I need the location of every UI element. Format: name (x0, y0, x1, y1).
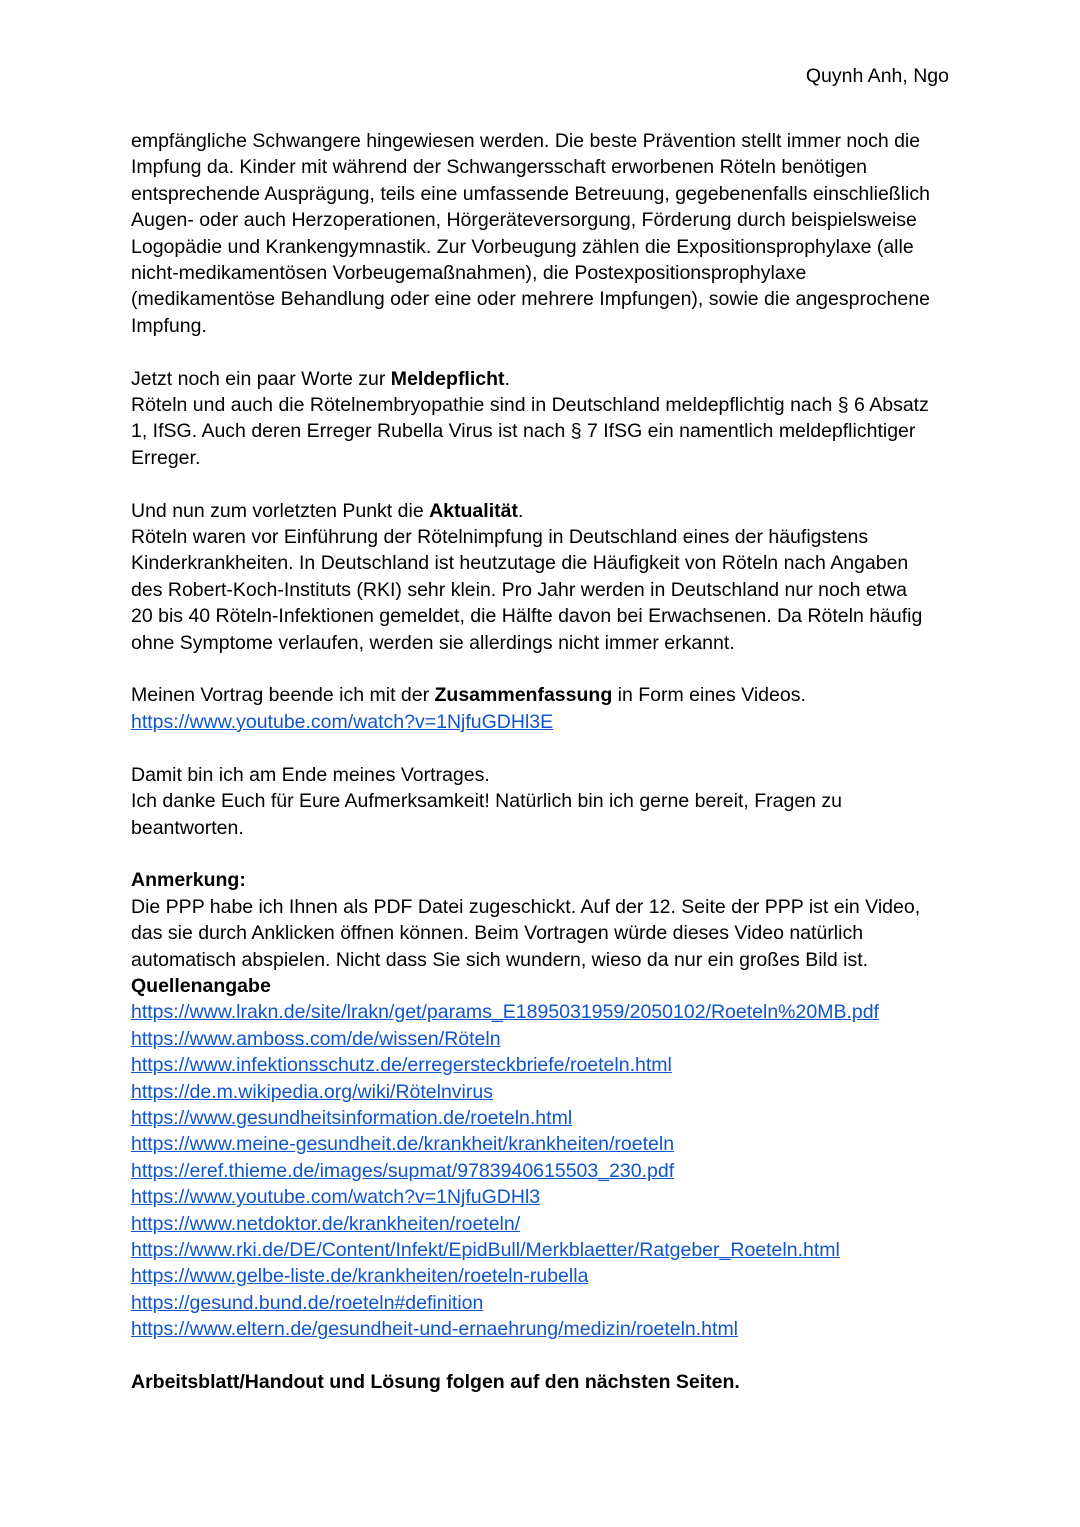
text-line: Logopädie und Krankengymnastik. Zur Vorbeugung zählen die Expositionsprophylaxe (alle (131, 235, 914, 258)
text-line: des Robert-Koch-Instituts (RKI) sehr klein. Pro Jahr werden in Deutschland nur noch etwa (131, 578, 908, 601)
zusammenfassung-paragraph (131, 682, 961, 735)
aktualitaet-paragraph (131, 498, 961, 656)
text-line: Ich danke Euch für Eure Aufmerksamkeit! Natürlich bin ich gerne bereit, Fragen zu (131, 790, 843, 813)
quellen-heading: Quellenangabe (131, 974, 271, 997)
text-line: Erreger. (131, 446, 201, 469)
text-line: Impfung. (131, 314, 207, 337)
text-line: Impfung da. Kinder mit während der Schwangersschaft erworbenen Röteln benötigen (131, 156, 868, 179)
anmerkung-section (131, 867, 961, 999)
text-line: Augen- oder auch Herzoperationen, Hörgeräteversorgung, Förderung durch beispielsweise (131, 209, 917, 232)
source-link[interactable]: https://eref.thieme.de/images/supmat/9783940615503_230.pdf (131, 1159, 675, 1182)
meldepflicht-keyword: Meldepflicht (390, 367, 505, 390)
source-link[interactable]: https://www.rki.de/DE/Content/Infekt/EpidBull/Merkblaetter/Ratgeber_Roeteln.html (131, 1238, 840, 1261)
anmerkung-heading: Anmerkung: (131, 869, 246, 892)
source-link[interactable]: https://de.m.wikipedia.org/wiki/Rötelnvirus (131, 1080, 493, 1103)
video-link[interactable]: https://www.youtube.com/watch?v=1NjfuGDHl3E (131, 710, 554, 733)
text-line: ohne Symptome verlaufen, werden sie allerdings nicht immer erkannt. (131, 631, 735, 654)
source-link[interactable]: https://www.eltern.de/gesundheit-und-ernaehrung/medizin/roeteln.html (131, 1318, 739, 1341)
author-header: Quynh Anh, Ngo (805, 65, 949, 87)
lead-text: Meinen Vortrag beende ich mit der (131, 684, 435, 707)
source-link[interactable]: https://gesund.bund.de/roeteln#definition (131, 1291, 484, 1314)
lead-text: . (504, 367, 510, 390)
text-line: Damit bin ich am Ende meines Vortrages. (131, 763, 490, 786)
footer-note: Arbeitsblatt/Handout und Lösung folgen auf den nächsten Seiten. (131, 1371, 740, 1393)
text-line: 1, IfSG. Auch deren Erreger Rubella Virus ist nach § 7 IfSG ein namentlich meldepflichtiger (131, 420, 916, 443)
source-link[interactable]: https://www.lrakn.de/site/lrakn/get/params_E1895031959/2050102/Roeteln%20MB.pdf (131, 1001, 879, 1024)
source-link[interactable]: https://www.netdoktor.de/krankheiten/roeteln/ (131, 1212, 521, 1235)
source-link[interactable]: https://www.meine-gesundheit.de/krankheit/krankheiten/roeteln (131, 1133, 675, 1156)
source-link[interactable]: https://www.infektionsschutz.de/erregersteckbriefe/roeteln.html (131, 1054, 672, 1077)
meldepflicht-paragraph (131, 366, 961, 472)
text-line: (medikamentöse Behandlung oder eine oder mehrere Impfungen), sowie die angesprochene (131, 288, 930, 311)
text-line: Die PPP habe ich Ihnen als PDF Datei zugeschickt. Auf der 12. Seite der PPP ist ein Video, (131, 895, 921, 918)
text-line: empfängliche Schwangere hingewiesen werden. Die beste Prävention stellt immer noch die (131, 130, 921, 152)
text-line: automatisch abspielen. Nicht dass Sie sich wundern, wieso da nur ein großes Bild ist. (131, 948, 869, 971)
zusammenfassung-lead (131, 682, 961, 708)
lead-text: Jetzt noch ein paar Worte zur (131, 367, 391, 390)
text-line: 20 bis 40 Röteln-Infektionen gemeldet, die Hälfte davon bei Erwachsenen. Da Röteln häufig (131, 605, 923, 628)
source-link[interactable]: https://www.gelbe-liste.de/krankheiten/roeteln-rubella (131, 1265, 589, 1288)
intro-paragraph (131, 128, 961, 339)
text-line: Röteln waren vor Einführung der Rötelnimpfung in Deutschland eines der häufigstens (131, 526, 869, 549)
document-body (131, 128, 961, 1395)
closing-paragraph (131, 762, 961, 841)
aktualitaet-keyword: Aktualität (429, 499, 518, 522)
source-list (131, 999, 961, 1342)
source-link[interactable]: https://www.amboss.com/de/wissen/Röteln (131, 1027, 501, 1050)
text-line: nicht-medikamentösen Vorbeugemaßnahmen), die Postexpositionsprophylaxe (131, 262, 807, 285)
text-line: beantworten. (131, 816, 244, 839)
aktualitaet-lead (131, 498, 961, 524)
source-link[interactable]: https://www.youtube.com/watch?v=1NjfuGDHl3 (131, 1186, 541, 1209)
text-line: Kinderkrankheiten. In Deutschland ist heutzutage die Häufigkeit von Röteln nach Angaben (131, 552, 909, 575)
meldepflicht-lead (131, 366, 961, 392)
lead-text: Und nun zum vorletzten Punkt die (131, 499, 430, 522)
text-line: entsprechende Ausprägung, teils eine umfassende Betreuung, gegebenenfalls einschließlich (131, 182, 930, 205)
lead-text: in Form eines Videos. (612, 684, 806, 707)
text-line: das sie durch Anklicken öffnen können. Beim Vortragen würde dieses Video natürlich (131, 922, 864, 945)
lead-text: . (517, 499, 524, 522)
zusammenfassung-keyword: Zusammenfassung (434, 684, 613, 707)
source-link[interactable]: https://www.gesundheitsinformation.de/roeteln.html (131, 1106, 573, 1129)
text-line: Röteln und auch die Rötelnembryopathie sind in Deutschland meldepflichtig nach § 6 Absatz (131, 394, 929, 417)
